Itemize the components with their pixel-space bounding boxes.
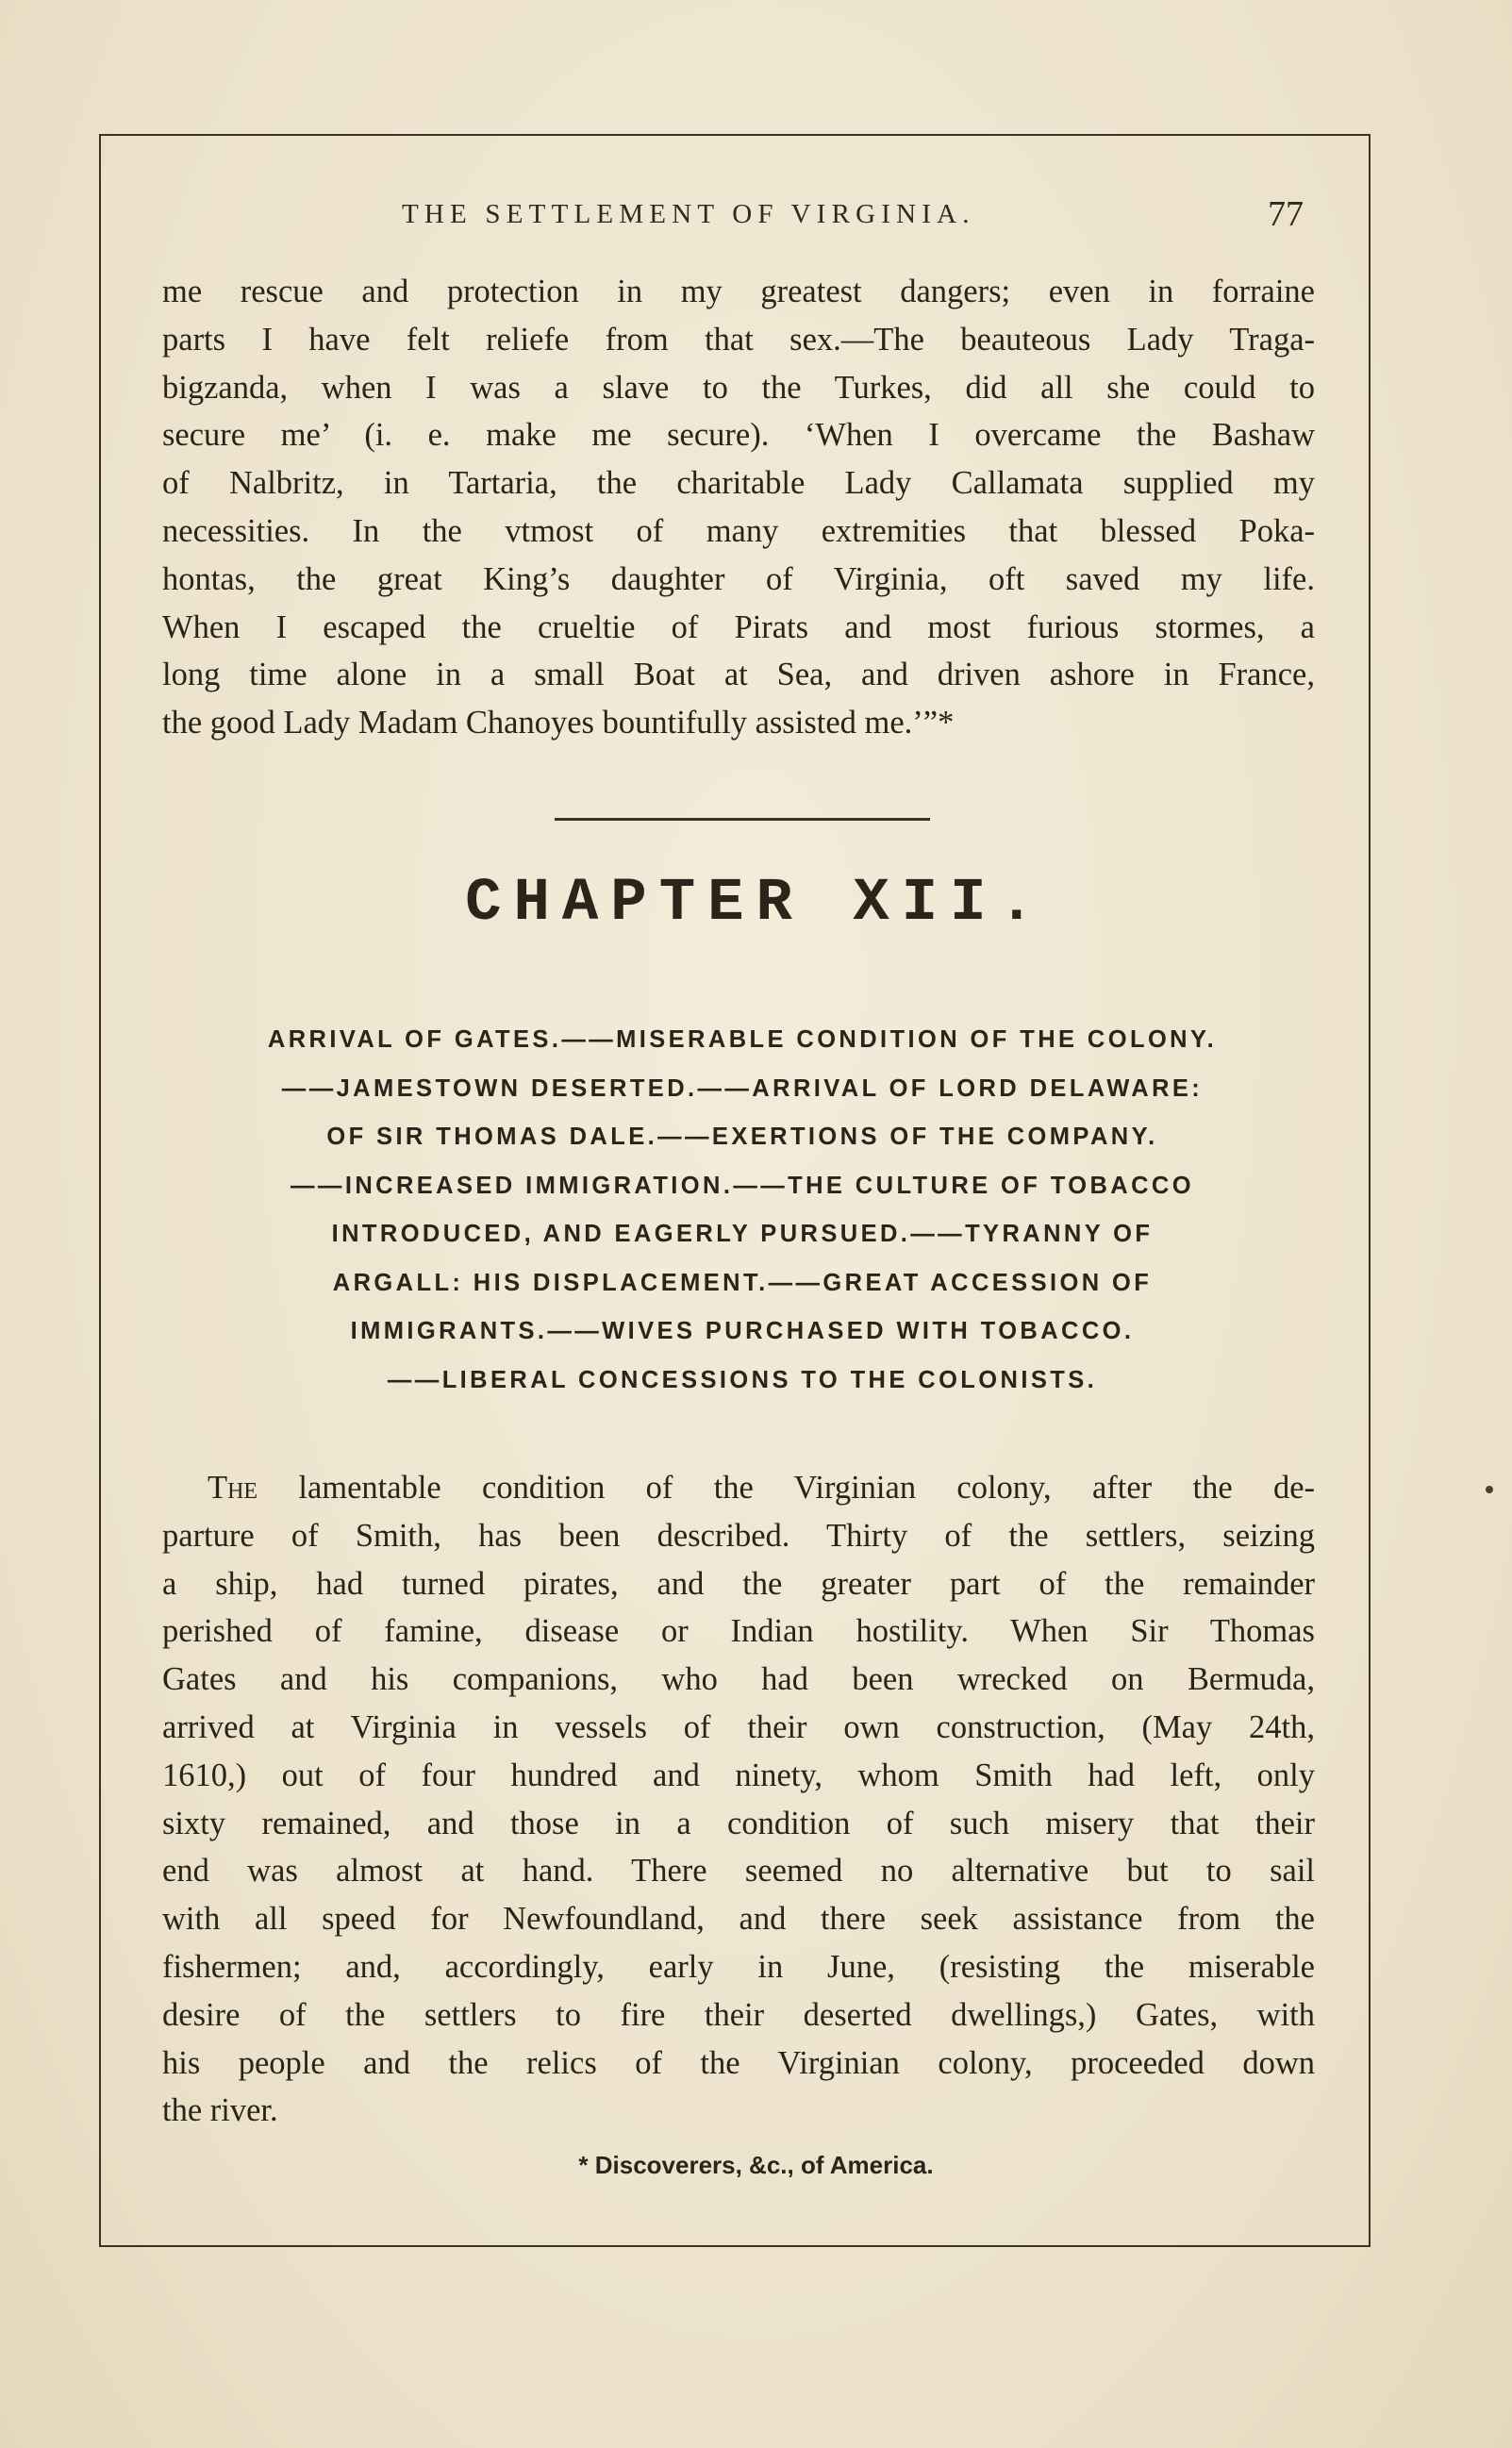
quote-line: necessities. In the vtmost of many extremities that blessed Poka- (162, 512, 1315, 549)
quoted-passage (162, 268, 1315, 747)
body-line: sixty remained, and those in a condition of such misery that their (162, 1805, 1315, 1841)
summary-line: INTRODUCED, AND EAGERLY PURSUED.——TYRANNY OF (331, 1221, 1154, 1247)
opening-word: The (208, 1470, 258, 1506)
footnote: * Discoverers, &c., of America. (578, 2151, 934, 2179)
body-line: fishermen; and, accordingly, early in June, (resisting the miserable (162, 1948, 1315, 1985)
summary-line: OF SIR THOMAS DALE.——EXERTIONS OF THE COMPANY. (326, 1124, 1158, 1150)
quote-line: secure me’ (i. e. make me secure). ‘When I overcame the Bashaw (162, 417, 1315, 454)
quote-line: the good Lady Madam Chanoyes bountifully assisted me.’”* (162, 705, 955, 741)
body-line: desire of the settlers to fire their deserted dwellings,) Gates, with (162, 1996, 1315, 2033)
quote-line: long time alone in a small Boat at Sea, and driven ashore in France, (162, 657, 1315, 693)
quote-line: me rescue and protection in my greatest dangers; even in forraine (162, 274, 1315, 309)
summary-line: ——INCREASED IMMIGRATION.——THE CULTURE OF TOBACCO (291, 1172, 1194, 1199)
summary-line: ——LIBERAL CONCESSIONS TO THE COLONISTS. (387, 1366, 1098, 1393)
chapter-title: CHAPTER XII. (465, 870, 1047, 938)
body-line: his people and the relics of the Virginian colony, proceeded down (162, 2044, 1315, 2081)
body-paragraph (162, 1464, 1315, 2135)
chapter-summary (162, 1016, 1322, 1405)
body-line: the river. (162, 2092, 278, 2129)
summary-line: ARGALL: HIS DISPLACEMENT.——GREAT ACCESSION OF (332, 1269, 1153, 1296)
body-line: arrived at Virginia in vessels of their own construction, (May 24th, (162, 1708, 1315, 1745)
summary-line: ——JAMESTOWN DESERTED.——ARRIVAL OF LORD DELAWARE: (281, 1074, 1204, 1102)
body-first-line-text: lamentable condition of the Virginian colony, after the de- (258, 1470, 1315, 1506)
body-line: Gates and his companions, who had been wrecked on Bermuda, (162, 1661, 1315, 1698)
quote-line: hontas, the great King’s daughter of Virginia, oft saved my life. (162, 560, 1315, 597)
quote-line: of Nalbritz, in Tartaria, the charitable Lady Callamata supplied my (162, 465, 1315, 502)
body-line: a ship, had turned pirates, and the greater part of the remainder (162, 1565, 1315, 1602)
running-title: THE SETTLEMENT OF VIRGINIA. (402, 199, 975, 229)
body-line: end was almost at hand. There seemed no alternative but to sail (162, 1853, 1315, 1890)
body-line: with all speed for Newfoundland, and there seek assistance from the (162, 1901, 1315, 1938)
body-line: parture of Smith, has been described. Thirty of the settlers, seizing (162, 1517, 1315, 1554)
margin-dot-mark (1486, 1486, 1493, 1493)
section-divider-rule (555, 818, 930, 821)
summary-line: ARRIVAL OF GATES.——MISERABLE CONDITION OF THE COLONY. (267, 1026, 1218, 1053)
quote-line: bigzanda, when I was a slave to the Turkes, did all she could to (162, 369, 1315, 406)
body-line: perished of famine, disease or Indian hostility. When Sir Thomas (162, 1613, 1315, 1650)
summary-line: IMMIGRANTS.——WIVES PURCHASED WITH TOBACCO. (350, 1318, 1135, 1344)
body-line: 1610,) out of four hundred and ninety, whom Smith had left, only (162, 1757, 1315, 1793)
page-number: 77 (1268, 194, 1304, 234)
running-head (160, 193, 1330, 241)
quote-line: When I escaped the crueltie of Pirats and most furious stormes, a (162, 608, 1315, 645)
quote-line: parts I have felt reliefe from that sex.—The beauteous Lady Traga- (162, 321, 1315, 358)
body-first-line (162, 1464, 1315, 1512)
